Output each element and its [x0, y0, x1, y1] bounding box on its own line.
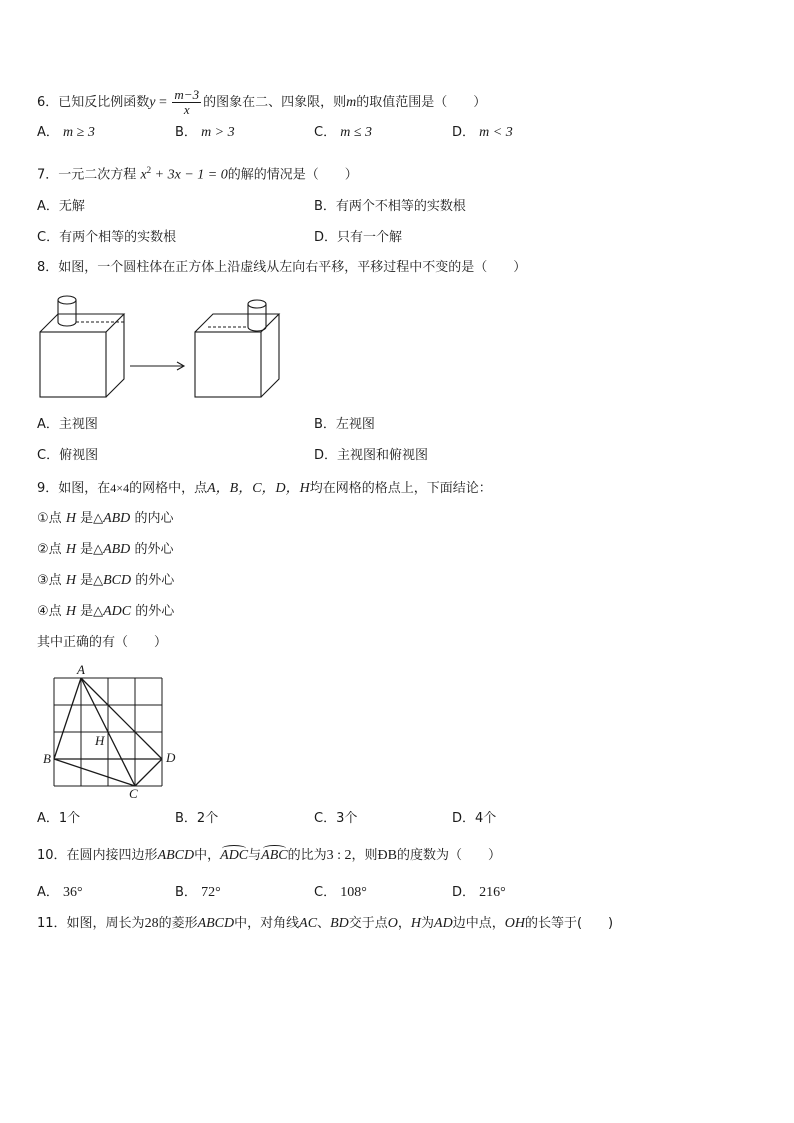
- q9-question: 其中正确的有（ ）: [37, 635, 168, 650]
- q6-option-c[interactable]: C． m ≤ 3: [314, 125, 373, 140]
- q10-option-c[interactable]: C． 108°: [314, 885, 367, 900]
- q8-option-b[interactable]: B．左视图: [314, 417, 375, 432]
- q8-option-d[interactable]: D．主视图和俯视图: [314, 448, 429, 463]
- q9-option-a[interactable]: A．1个: [37, 811, 81, 826]
- arc-adc: ADC: [220, 848, 249, 863]
- q9-option-d[interactable]: D．4个: [452, 811, 497, 826]
- label-b: B: [43, 751, 51, 766]
- q6-option-d[interactable]: D． m < 3: [452, 125, 513, 140]
- q8-option-a[interactable]: A．主视图: [37, 417, 98, 432]
- q9-statement-3: ③点 H 是△BCD 的外心: [37, 573, 175, 588]
- q10-option-a[interactable]: A． 36°: [37, 885, 83, 900]
- q6-stem: 6．已知反比例函数y = $\frac{m-3}{x}$ 的图象在二、四象限，则m的取值范围是（ ）: [37, 87, 487, 117]
- q7-stem: 7．一元二次方程 $x^2 + 3x - 1 = 0$的解的情况是（ ）: [37, 165, 358, 183]
- q10-option-d[interactable]: D． 216°: [452, 885, 506, 900]
- q7-option-b[interactable]: B．有两个不相等的实数根: [314, 199, 466, 214]
- q8-option-c[interactable]: C．俯视图: [37, 448, 99, 463]
- q9-statement-1: ①点 H 是△ABD 的内心: [37, 511, 174, 526]
- q8-stem: 8．如图，一个圆柱体在正方体上沿虚线从左向右平移，平移过程中不变的是（ ）: [37, 260, 527, 275]
- q9-option-c[interactable]: C．3个: [314, 811, 358, 826]
- label-a: A: [77, 664, 85, 677]
- q11-stem: 11．如图，周长为28的菱形ABCD中，对角线AC、BD交于点O，H为AD边中点，OH的长等于( ): [37, 916, 614, 931]
- q6-option-a[interactable]: A． m ≥ 3: [37, 125, 95, 140]
- q6-option-b[interactable]: B． m > 3: [175, 125, 235, 140]
- q8-figure: [36, 290, 306, 402]
- label-h: H: [95, 733, 105, 748]
- q10-option-b[interactable]: B． 72°: [175, 885, 221, 900]
- q9-stem: 9．如图，在4×4的网格中，点A，B，C，D，H均在网格的格点上，下面结论：: [37, 481, 492, 496]
- label-c: C: [129, 786, 138, 800]
- q9-statement-4: ④点 H 是△ADC 的外心: [37, 604, 175, 619]
- arc-abc: ABC: [261, 848, 288, 863]
- q7-option-a[interactable]: A．无解: [37, 199, 85, 214]
- q9-option-b[interactable]: B．2个: [175, 811, 219, 826]
- q7-option-d[interactable]: D．只有一个解: [314, 230, 403, 245]
- q9-grid-figure: [38, 664, 188, 800]
- q9-statement-2: ②点 H 是△ABD 的外心: [37, 542, 174, 557]
- q10-stem: 10．在圆内接四边形ABCD中，ADC与ABC的比为3 : 2，则ÐB的度数为（ ）: [37, 848, 501, 863]
- q6-fraction: $\frac{m-3}{x}$: [174, 87, 200, 117]
- q7-option-c[interactable]: C．有两个相等的实数根: [37, 230, 177, 245]
- label-d: D: [166, 750, 176, 765]
